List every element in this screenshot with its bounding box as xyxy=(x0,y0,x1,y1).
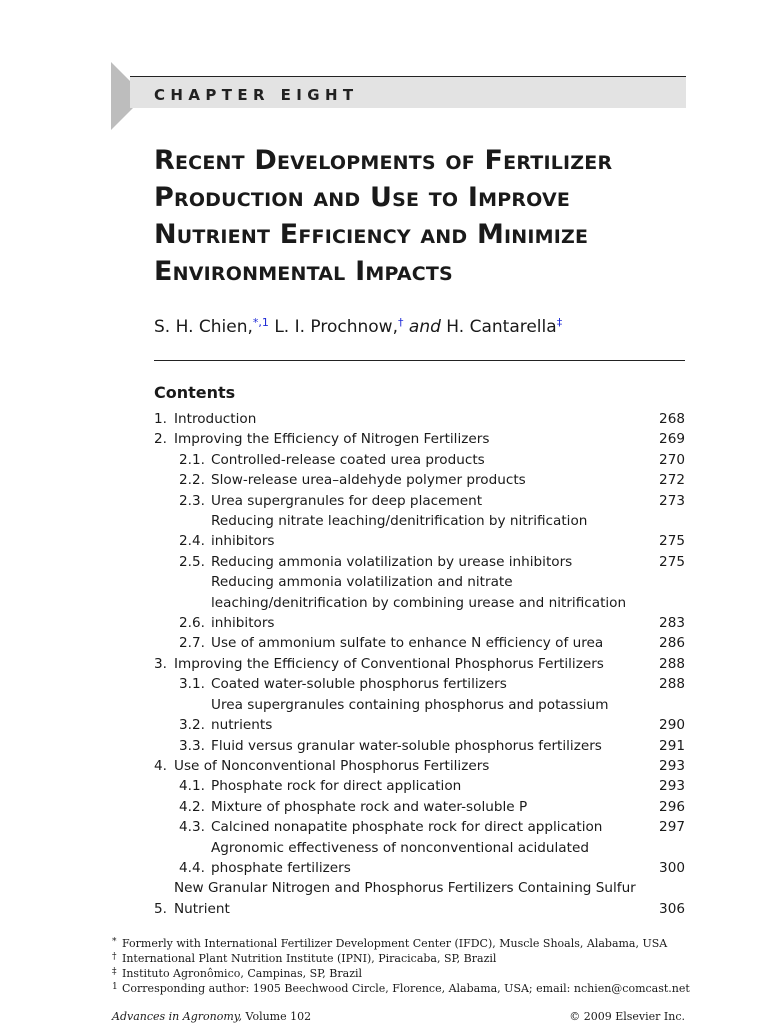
toc-entry-number: 3.3. xyxy=(179,737,205,754)
toc-entry xyxy=(154,552,685,572)
toc-entry xyxy=(154,450,685,470)
toc-entry-title: Coated water-soluble phosphorus fertilizers xyxy=(211,676,507,693)
copyright-notice: © 2009 Elsevier Inc. xyxy=(569,1010,685,1023)
toc-entry xyxy=(154,756,685,776)
toc-entry xyxy=(154,817,685,837)
toc-entry xyxy=(154,695,685,736)
footnote-mark: * xyxy=(112,937,117,947)
toc-entry-number: 3.1. xyxy=(179,676,205,693)
toc-entry-page: 288 xyxy=(659,655,685,672)
toc-entry-number: 2.6. xyxy=(179,615,205,632)
toc-entry-title: Improving the Efficiency of Nitrogen Fertilizers xyxy=(174,431,490,448)
toc-entry-title: Use of Nonconventional Phosphorus Fertilizers xyxy=(174,757,490,774)
author-connector: and xyxy=(408,317,441,337)
toc-entry-page: 293 xyxy=(659,757,685,774)
toc-entry xyxy=(154,674,685,694)
footnote xyxy=(112,951,692,966)
toc-entry-page: 288 xyxy=(659,676,685,693)
author-affiliation-mark: ‡ xyxy=(556,316,563,329)
toc-entry xyxy=(154,429,685,449)
footnote-mark: ‡ xyxy=(112,967,117,977)
toc-entry xyxy=(154,878,685,919)
toc-entry-page: 293 xyxy=(659,778,685,795)
footnote-text: Formerly with International Fertilizer Development Center (IFDC), Muscle Shoals, Alabama, USA xyxy=(122,937,668,950)
author-name: H. Cantarella xyxy=(446,317,557,337)
toc-entry-number: 3. xyxy=(154,655,167,672)
footnote-mark: † xyxy=(112,952,117,962)
table-of-contents xyxy=(154,409,685,919)
journal-name: Advances in Agronomy, xyxy=(112,1010,243,1023)
toc-entry-title: Urea supergranules containing phosphorus and potassium nutrients xyxy=(211,696,609,734)
author-affiliation-mark: † xyxy=(398,316,404,329)
toc-entry-title: Mixture of phosphate rock and water-soluble P xyxy=(211,798,528,815)
footnote-text: International Plant Nutrition Institute (IPNI), Piracicaba, SP, Brazil xyxy=(122,952,497,965)
title-line: Recent Developments of Fertilizer xyxy=(154,145,613,176)
toc-entry-page: 290 xyxy=(659,717,685,734)
toc-entry-number: 2.5. xyxy=(179,553,205,570)
toc-entry-page: 297 xyxy=(659,819,685,836)
toc-entry-page: 283 xyxy=(659,615,685,632)
contents-heading: Contents xyxy=(154,383,236,402)
toc-entry-title: Introduction xyxy=(174,411,257,427)
footnotes xyxy=(112,936,692,996)
footnote-mark: 1 xyxy=(112,982,118,992)
toc-entry-number: 2.7. xyxy=(179,635,205,652)
toc-entry-number: 2. xyxy=(154,431,167,448)
toc-entry-number: 5. xyxy=(154,900,167,917)
toc-entry-title: Reducing nitrate leaching/denitrification by nitrification inhibitors xyxy=(211,513,588,550)
title-line: Nutrient Efficiency and Minimize xyxy=(154,219,589,250)
toc-entry-page: 306 xyxy=(659,900,685,917)
toc-entry-number: 2.2. xyxy=(179,472,205,489)
toc-entry-number: 4.4. xyxy=(179,859,205,876)
toc-entry-number: 4.2. xyxy=(179,798,205,815)
toc-entry-title: Reducing ammonia volatilization by urease inhibitors xyxy=(211,553,573,570)
author-divider xyxy=(154,360,685,361)
toc-entry-page: 268 xyxy=(659,411,685,427)
toc-entry-title: New Granular Nitrogen and Phosphorus Fertilizers Containing Sulfur Nutrient xyxy=(174,880,636,917)
toc-entry-title: Reducing ammonia volatilization and nitrate leaching/denitrification by combining urease and nitrification inhibitors xyxy=(211,574,627,632)
toc-entry-title: Use of ammonium sulfate to enhance N efficiency of urea xyxy=(211,635,604,652)
toc-entry xyxy=(154,409,685,429)
toc-entry-title: Agronomic effectiveness of nonconventional acidulated phosphate fertilizers xyxy=(211,839,589,876)
toc-entry xyxy=(154,776,685,796)
chapter-label: CHAPTER EIGHT xyxy=(154,86,359,104)
toc-entry-page: 286 xyxy=(659,635,685,652)
journal-volume: Volume 102 xyxy=(245,1010,312,1023)
toc-entry-page: 300 xyxy=(659,859,685,876)
author-list xyxy=(154,312,562,338)
toc-entry-title: Urea supergranules for deep placement xyxy=(211,492,483,509)
toc-entry xyxy=(154,491,685,511)
toc-entry-page: 291 xyxy=(659,737,685,754)
toc-entry-page: 270 xyxy=(659,451,685,468)
toc-entry-page: 275 xyxy=(659,553,685,570)
footnote xyxy=(112,966,692,981)
footnote-text: Instituto Agronômico, Campinas, SP, Brazil xyxy=(122,967,363,980)
footnote xyxy=(112,981,692,996)
toc-entry-title: Calcined nonapatite phosphate rock for direct application xyxy=(211,819,603,836)
toc-entry-page: 273 xyxy=(659,492,685,509)
toc-entry xyxy=(154,572,685,633)
toc-entry xyxy=(154,736,685,756)
toc-entry-title: Slow-release urea–aldehyde polymer products xyxy=(211,472,526,489)
toc-entry-number: 4.3. xyxy=(179,819,205,836)
footnote-text: Corresponding author: 1905 Beechwood Circle, Florence, Alabama, USA; email: nchien@comcast.net xyxy=(122,982,690,995)
toc-entry xyxy=(154,838,685,879)
toc-entry-page: 272 xyxy=(659,472,685,489)
toc-entry-number: 2.4. xyxy=(179,533,205,550)
toc-entry-number: 2.1. xyxy=(179,451,205,468)
toc-entry-page: 269 xyxy=(659,431,685,448)
chapter-title xyxy=(154,142,694,290)
toc-entry xyxy=(154,654,685,674)
toc-entry xyxy=(154,511,685,552)
toc-entry-title: Phosphate rock for direct application xyxy=(211,778,462,795)
title-line: Environmental Impacts xyxy=(154,256,453,287)
toc-entry-title: Fluid versus granular water-soluble phosphorus fertilizers xyxy=(211,737,602,754)
toc-entry-title: Controlled-release coated urea products xyxy=(211,451,485,468)
toc-entry-number: 1. xyxy=(154,411,167,427)
toc-entry-number: 2.3. xyxy=(179,492,205,509)
toc-entry-page: 275 xyxy=(659,533,685,550)
journal-citation xyxy=(112,1010,311,1024)
toc-entry-page: 296 xyxy=(659,798,685,815)
author-name: L. I. Prochnow, xyxy=(274,317,398,337)
toc-entry-number: 3.2. xyxy=(179,717,205,734)
toc-entry xyxy=(154,633,685,653)
toc-entry xyxy=(154,470,685,490)
footnote xyxy=(112,936,692,951)
toc-entry-number: 4. xyxy=(154,757,167,774)
author-affiliation-mark: *,1 xyxy=(252,316,269,329)
toc-entry-number: 4.1. xyxy=(179,778,205,795)
toc-entry-title: Improving the Efficiency of Conventional Phosphorus Fertilizers xyxy=(174,655,604,672)
toc-entry xyxy=(154,797,685,817)
title-line: Production and Use to Improve xyxy=(154,182,571,213)
author-name: S. H. Chien, xyxy=(154,317,253,337)
